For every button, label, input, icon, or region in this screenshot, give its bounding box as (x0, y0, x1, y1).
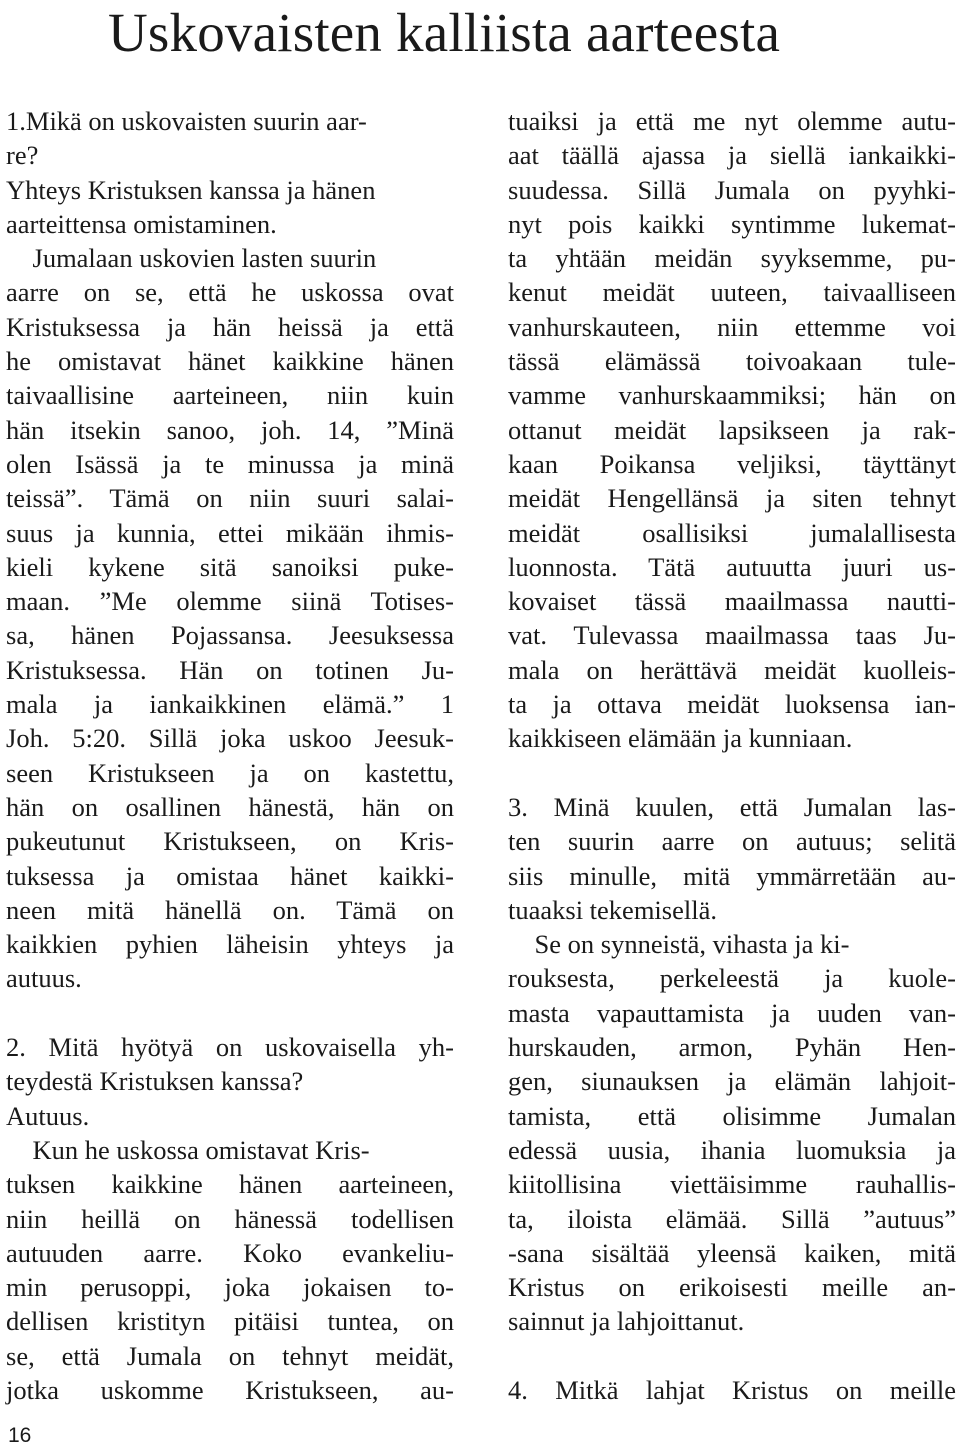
text-line: Yhteys Kristuksen kanssa ja hänen (6, 174, 376, 205)
text-line: Kristuksessa. Hän on totinen Ju- (6, 654, 454, 685)
text-line: suudessa. Sillä Jumala on pyyhki- (508, 174, 956, 205)
text-line: aat täällä ajassa ja siellä iankaikki- (508, 140, 956, 171)
text-line: 3. Minä kuulen, että Jumalan las- (508, 791, 956, 822)
text-line: kaikkiseen elämään ja kunniaan. (508, 723, 853, 754)
text-line: mala on herättävä meidät kuolleis- (508, 654, 956, 685)
text-line: rouksesta, perkeleestä ja kuole- (508, 963, 956, 994)
text-line: 2. Mitä hyötyä on uskovaisella yh- (6, 1032, 454, 1063)
text-line: 1.Mikä on uskovaisten suurin aar- (6, 106, 367, 136)
text-line: kaan Poikansa veljiksi, täyttänyt (508, 448, 956, 479)
text-line: edessä uusia, ihania luomuksia ja (508, 1134, 956, 1165)
paragraph-gap (6, 996, 454, 1030)
text-line: aarteittensa omistaminen. (6, 208, 277, 239)
text-line: luonnosta. Tätä autuutta juuri us- (508, 551, 956, 582)
text-line: kiitollisina viettäisimme rauhallis- (508, 1169, 956, 1200)
text-line: re? (6, 140, 39, 171)
text-line: nyt pois kaikki syntimme lukemat- (508, 208, 956, 239)
text-line: min perusoppi, joka jokaisen to- (6, 1272, 454, 1303)
paragraph-gap (508, 1339, 956, 1373)
text-line: Kun he uskossa omistavat Kris- (6, 1134, 370, 1165)
text-line: kaikkien pyhien läheisin yhteys ja (6, 929, 454, 960)
text-line: jotka uskomme Kristukseen, au- (6, 1374, 454, 1405)
text-line: niin heillä on hänessä todellisen (6, 1203, 454, 1234)
text-line: mala ja iankaikkinen elämä.” 1 (6, 689, 454, 720)
page-number: 16 (8, 1424, 32, 1447)
text-line: tuaiksi ja että me nyt olemme autu- (508, 106, 956, 136)
text-line: vamme vanhurskaammiksi; hän on (508, 380, 956, 411)
text-line: sainnut ja lahjoittanut. (508, 1306, 745, 1337)
text-line: Se on synneistä, vihasta ja ki- (508, 929, 850, 960)
right-text-column (508, 104, 956, 1407)
text-line: olen Isässä ja te minussa ja minä (6, 448, 454, 479)
text-line: tuksessa ja omistaa hänet kaikki- (6, 860, 454, 891)
paragraph-gap (508, 756, 956, 790)
text-line: ta, iloista elämää. Sillä ”autuus” (508, 1203, 956, 1234)
text-line: Joh. 5:20. Sillä joka uskoo Jeesuk- (6, 723, 454, 754)
text-line: -sana sisältää yleensä kaiken, mitä (508, 1237, 956, 1268)
text-line: se, että Jumala on tehnyt meidät, (6, 1340, 454, 1371)
text-line: teydestä Kristuksen kanssa? (6, 1066, 304, 1097)
text-line: ta ja ottava meidät luoksensa ian- (508, 689, 956, 720)
text-line: kieli kykene sitä sanoiksi puke- (6, 551, 454, 582)
text-line: tuksen kaikkine hänen aarteineen, (6, 1169, 454, 1200)
text-line: Jumalaan uskovien lasten suurin (6, 243, 377, 274)
text-line: ta yhtään meidän syyksemme, pu- (508, 243, 956, 274)
text-line: 4. Mitkä lahjat Kristus on meille (508, 1374, 956, 1405)
text-line: vat. Tulevassa maailmassa taas Ju- (508, 620, 956, 651)
text-line: kovaiset tässä maailmassa nautti- (508, 586, 956, 617)
text-line: vanhurskauteen, niin ettemme voi (508, 311, 956, 342)
text-line: tamista, että olisimme Jumalan (508, 1100, 956, 1131)
text-line: hän on osallinen hänestä, hän on (6, 791, 454, 822)
text-line: pukeutunut Kristukseen, on Kris- (6, 826, 454, 857)
text-line: ottanut meidät lapsikseen ja rak- (508, 414, 956, 445)
text-line: meidät osallisiksi jumalallisesta (508, 517, 956, 548)
text-line: dellisen kristityn pitäisi tuntea, on (6, 1306, 454, 1337)
text-line: tuaaksi tekemisellä. (508, 894, 717, 925)
left-text-column (6, 104, 454, 1407)
text-line: autuuden aarre. Koko evankeliu- (6, 1237, 454, 1268)
text-line: taivaallisine aarteineen, niin kuin (6, 380, 454, 411)
text-line: neen mitä hänellä on. Tämä on (6, 894, 454, 925)
text-line: teissä”. Tämä on niin suuri salai- (6, 483, 454, 514)
text-line: ten suurin aarre on autuus; selitä (508, 826, 956, 857)
text-line: maan. ”Me olemme siinä Totises- (6, 586, 454, 617)
page-title: Uskovaisten kalliista aarteesta (108, 2, 781, 63)
text-line: hurskauden, armon, Pyhän Hen- (508, 1032, 956, 1063)
text-line: Kristuksessa ja hän heissä ja että (6, 311, 454, 342)
text-line: meidät Hengellänsä ja siten tehnyt (508, 483, 956, 514)
text-line: sa, hänen Pojassansa. Jeesuksessa (6, 620, 454, 651)
text-line: hän itsekin sanoo, joh. 14, ”Minä (6, 414, 454, 445)
text-line: seen Kristukseen ja on kastettu, (6, 757, 454, 788)
text-line: siis minulle, mitä ymmärretään au- (508, 860, 956, 891)
text-line: tässä elämässä toivoakaan tule- (508, 346, 956, 377)
text-line: kenut meidät uuteen, taivaalliseen (508, 277, 956, 308)
text-line: aarre on se, että he uskossa ovat (6, 277, 454, 308)
text-line: he omistavat hänet kaikkine hänen (6, 346, 454, 377)
text-line: gen, siunauksen ja elämän lahjoit- (508, 1066, 956, 1097)
text-line: masta vapauttamista ja uuden van- (508, 997, 956, 1028)
text-line: Autuus. (6, 1100, 90, 1131)
text-line: suus ja kunnia, ettei mikään ihmis- (6, 517, 454, 548)
text-line: autuus. (6, 963, 82, 994)
text-line: Kristus on erikoisesti meille an- (508, 1272, 956, 1303)
